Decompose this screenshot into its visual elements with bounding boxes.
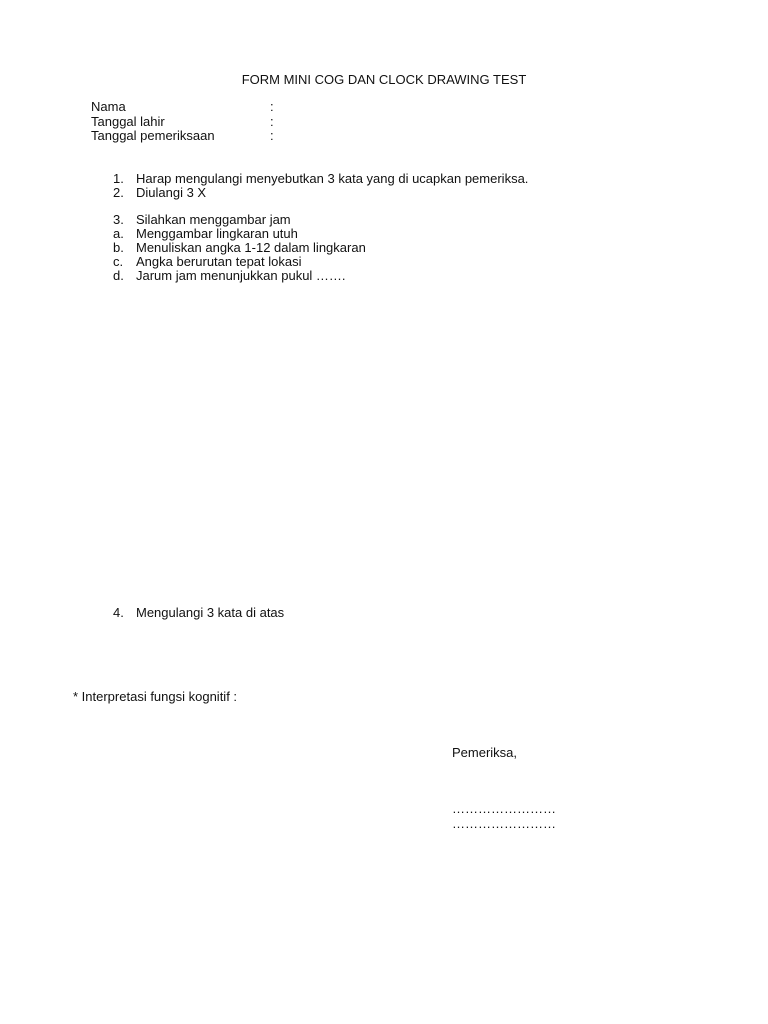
instruction-3c-text: Angka berurutan tepat lokasi [136, 254, 302, 269]
field-tanggal-pemeriksaan-colon: : [270, 128, 274, 143]
signature-label: Pemeriksa, [452, 745, 518, 760]
instruction-3c-num: c. [113, 254, 124, 269]
field-nama-label: Nama [91, 99, 126, 114]
instruction-3b-text: Menuliskan angka 1-12 dalam lingkaran [136, 240, 366, 255]
instruction-3b-num: b. [113, 240, 124, 255]
instruction-3-text: Silahkan menggambar jam [136, 212, 291, 227]
instruction-1-num: 1. [113, 171, 124, 186]
field-tanggal-lahir-colon: : [270, 114, 274, 129]
instruction-3a-text: Menggambar lingkaran utuh [136, 226, 298, 241]
signature-line-2: …………………… [452, 816, 556, 831]
field-tanggal-pemeriksaan-label: Tanggal pemeriksaan [91, 128, 215, 143]
field-tanggal-lahir-label: Tanggal lahir [91, 114, 165, 129]
instruction-4-num: 4. [113, 605, 124, 620]
instruction-3-num: 3. [113, 212, 124, 227]
page-title: FORM MINI COG DAN CLOCK DRAWING TEST [241, 72, 527, 87]
field-nama-colon: : [270, 99, 274, 114]
instruction-2-text: Diulangi 3 X [136, 185, 207, 200]
interpretation-note: * Interpretasi fungsi kognitif : [73, 689, 238, 704]
instruction-2-num: 2. [113, 185, 124, 200]
signature-line-1: …………………… [452, 801, 556, 816]
instruction-4-text: Mengulangi 3 kata di atas [136, 605, 285, 620]
instruction-3a-num: a. [113, 226, 124, 241]
instruction-1-text: Harap mengulangi menyebutkan 3 kata yang di ucapkan pemeriksa. [136, 171, 529, 186]
instruction-3d-text: Jarum jam menunjukkan pukul ……. [136, 268, 346, 283]
instruction-3d-num: d. [113, 268, 124, 283]
